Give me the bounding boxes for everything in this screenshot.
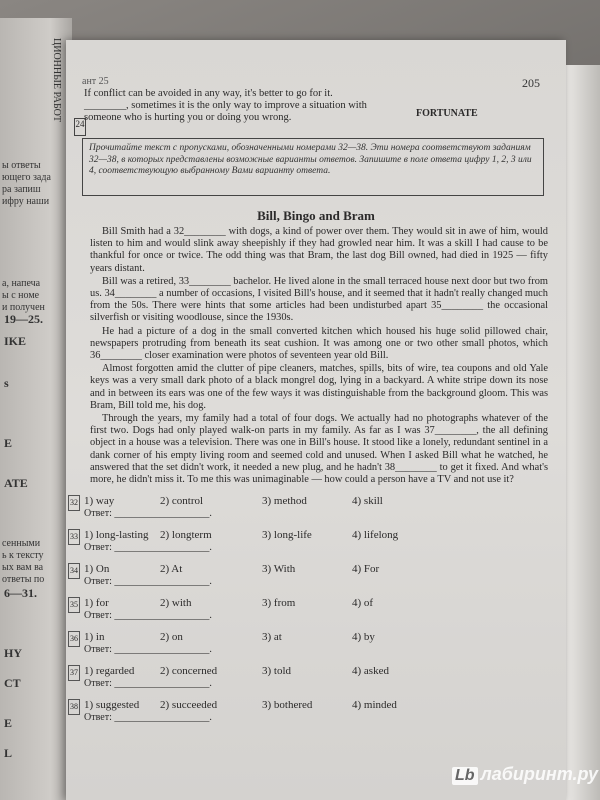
watermark-text: лабиринт.ру bbox=[480, 764, 599, 784]
paragraph: Through the years, my family had a total of four dogs. We actually had no photographs whatever of the first two. Dogs had only played walk-on parts in my family. As far as I was 37________, the all defining object in a house was a television. There was one in Bill's house. It stood like a lonely, redundant sentinel in a dank corner of his empty living room and seemed cold and unused. When I asked Bill what he watched, he answered that the set didn't work, it needed a new plug, and he hadn't 38________ to get it fixed. And what's more, he didn't miss it. To me this was unimaginable — how could a person have a TV and not use it? bbox=[90, 413, 548, 486]
question-number: 37 bbox=[68, 665, 80, 681]
paragraph: He had a picture of a dog in the small converted kitchen which housed his huge solid pillowed chair, newspapers protruding from beneath its seat cushion. It was among one or two other small photos, which 36________ closer examination were photos of seventeen year old Bill. bbox=[90, 325, 548, 362]
answer-field[interactable]: Ответ: ___________________. bbox=[84, 610, 212, 621]
left-page-fragment: E bbox=[4, 716, 13, 730]
left-page-fragment: ра запиш bbox=[2, 184, 41, 195]
intro-line: If conflict can be avoided in any way, it's better to go for it. bbox=[84, 88, 333, 99]
intro-line: ________, sometimes it is the only way to improve a situation with bbox=[84, 100, 367, 111]
answer-field[interactable]: Ответ: ___________________. bbox=[84, 678, 212, 689]
left-page-fragment: CT bbox=[4, 676, 21, 690]
answer-option[interactable]: 4) of bbox=[352, 597, 374, 609]
answer-field[interactable]: Ответ: ___________________. bbox=[84, 644, 212, 655]
answer-option[interactable]: 3) at bbox=[262, 631, 282, 643]
left-page-fragment: ифру наши bbox=[2, 196, 50, 207]
question-row bbox=[66, 597, 566, 631]
left-page-fragment: ющего зада bbox=[2, 172, 51, 183]
paragraph: Bill Smith had a 32________ with dogs, a kind of power over them. They would sit in awe of him, would listen to him and would slink away sheepishly if they had growled near him. It was a skill I had cause to be thankful for once or twice. The odd thing was that Bram, the last dog Bill owned, had died in 1925 — fifty years distant. bbox=[90, 226, 548, 274]
answer-field[interactable]: Ответ: ___________________. bbox=[84, 508, 212, 519]
answer-option[interactable]: 1) in bbox=[84, 631, 105, 643]
question-number: 34 bbox=[68, 563, 80, 579]
paragraph: Bill was a retired, 33________ bachelor. He lived alone in the small terraced house next door but two from us. 34________ a number of occasions, I visited Bill's house, and it seemed that it hadn't really changed much from the 50s. There were hints that some articles had been undisturbed apart 35________ the occasional silverfish or visiting woodlouse, since the 1930s. bbox=[90, 275, 548, 324]
question-row bbox=[66, 563, 566, 597]
left-page-fragment: ы с номе bbox=[2, 290, 40, 301]
question-number: 32 bbox=[68, 495, 80, 511]
left-page-fragment: ответы по bbox=[2, 574, 45, 585]
answer-option[interactable]: 2) control bbox=[160, 495, 204, 507]
answer-option[interactable]: 2) longterm bbox=[160, 529, 212, 541]
left-page-fragment: HY bbox=[4, 646, 22, 660]
answer-option[interactable]: 4) asked bbox=[352, 665, 389, 677]
text-title: Bill, Bingo and Bram bbox=[257, 208, 375, 223]
question-row bbox=[66, 529, 566, 563]
question-row bbox=[66, 495, 566, 529]
answer-option[interactable]: 4) skill bbox=[352, 495, 383, 507]
question-row bbox=[66, 631, 566, 665]
question-number: 36 bbox=[68, 631, 80, 647]
question-number: 38 bbox=[68, 699, 80, 715]
left-page-fragment: и получен bbox=[2, 302, 45, 313]
answer-option[interactable]: 3) long-life bbox=[262, 529, 312, 541]
answer-option[interactable]: 2) concerned bbox=[160, 665, 218, 677]
left-page-fragment: а, напеча bbox=[2, 278, 41, 289]
answer-field[interactable]: Ответ: ___________________. bbox=[84, 576, 212, 587]
answer-option[interactable]: 2) on bbox=[160, 631, 183, 643]
task-number-box: 24 bbox=[74, 118, 86, 136]
answer-field[interactable]: Ответ: ___________________. bbox=[84, 542, 212, 553]
answer-option[interactable]: 1) On bbox=[84, 563, 110, 575]
answer-option[interactable]: 3) bothered bbox=[262, 699, 313, 711]
left-page-fragment: ЦИОННЫЕ РАБОТ bbox=[51, 38, 62, 122]
left-page-fragment: сенными bbox=[2, 538, 41, 549]
question-row bbox=[66, 665, 566, 699]
answer-option[interactable]: 2) succeeded bbox=[160, 699, 218, 711]
instructions-box: Прочитайте текст с пропусками, обозначенными номерами 32—38. Эти номера соответствуют заданиям 32—38, в которых представлены возможные варианты ответов. Запишите в поле ответа цифру 1, 2, 3 или 4, соответствующую выбранному Вами варианту ответа. bbox=[82, 138, 544, 196]
answer-option[interactable]: 4) lifelong bbox=[352, 529, 399, 541]
answer-field[interactable]: Ответ: ___________________. bbox=[84, 712, 212, 723]
left-page-fragment: E bbox=[4, 436, 13, 450]
page-number: 205 bbox=[522, 76, 540, 90]
left-page-fragment: L bbox=[4, 746, 13, 760]
keyword-fortunate: FORTUNATE bbox=[416, 108, 478, 119]
left-page-fragment: ы ответы bbox=[2, 160, 41, 171]
answer-option[interactable]: 3) With bbox=[262, 563, 296, 575]
left-page-fragment: ATE bbox=[4, 476, 28, 490]
intro-line: someone who is hurting you or doing you wrong. bbox=[84, 112, 292, 123]
left-page-fragment: IKE bbox=[4, 334, 27, 348]
left-page-fragment: ых вам ва bbox=[2, 562, 44, 573]
watermark-badge: Lb bbox=[452, 767, 478, 785]
answer-option[interactable]: 1) suggested bbox=[84, 699, 140, 711]
answer-option[interactable]: 4) by bbox=[352, 631, 375, 643]
paragraph: Almost forgotten amid the clutter of pipe cleaners, matches, spills, bits of wire, tea coupons and old Yale keys was a very small dark photo of a black mongrel dog, lying in a backyard. A white stripe down its nose and in between its ears was one of the few ways it was distinguishable from the background gloom. This was Bram, Bill told me, his dog. bbox=[90, 363, 548, 411]
answer-option[interactable]: 3) told bbox=[262, 665, 292, 677]
left-page-fragment: 6—31. bbox=[4, 586, 37, 600]
answer-option[interactable]: 2) At bbox=[160, 563, 183, 575]
answer-option[interactable]: 4) For bbox=[352, 563, 380, 575]
answer-option[interactable]: 4) minded bbox=[352, 699, 397, 711]
answer-option[interactable]: 2) with bbox=[160, 597, 192, 609]
answer-option[interactable]: 3) method bbox=[262, 495, 307, 507]
left-page-fragment: 19—25. bbox=[4, 312, 43, 326]
answer-options bbox=[66, 495, 566, 733]
question-number: 35 bbox=[68, 597, 80, 613]
answer-option[interactable]: 1) regarded bbox=[84, 665, 135, 677]
left-page-fragment: s bbox=[4, 376, 9, 390]
reading-text bbox=[90, 226, 548, 487]
question-number: 33 bbox=[68, 529, 80, 545]
book-page bbox=[66, 40, 566, 800]
running-head: ант 25 bbox=[82, 76, 109, 87]
answer-option[interactable]: 1) for bbox=[84, 597, 109, 609]
answer-option[interactable]: 3) from bbox=[262, 597, 296, 609]
left-page-fragment: ь к тексту bbox=[2, 550, 44, 561]
question-row bbox=[66, 699, 566, 733]
labirint-watermark bbox=[452, 764, 598, 785]
left-page-edge bbox=[0, 18, 72, 800]
answer-option[interactable]: 1) way bbox=[84, 495, 115, 507]
answer-option[interactable]: 1) long-lasting bbox=[84, 529, 149, 541]
